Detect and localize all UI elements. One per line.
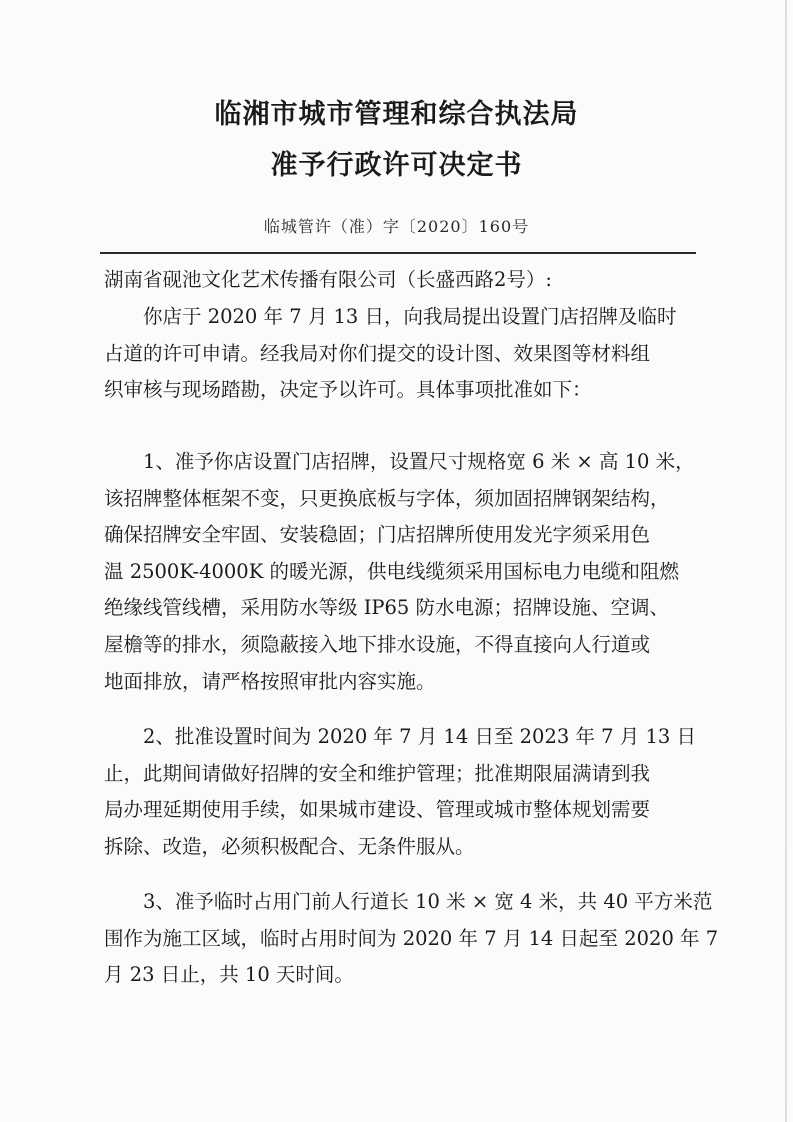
item-3-line: 月 23 日止，共 10 天时间。 bbox=[104, 963, 354, 987]
item-1-line: 温 2500K-4000K 的暖光源，供电线缆须采用国标电力电缆和阻燃 bbox=[104, 559, 679, 583]
item-1-line: 确保招牌安全牢固、安装稳固；门店招牌所使用发光字须采用色 bbox=[104, 523, 651, 547]
document-title: 准予行政许可决定书 bbox=[270, 150, 523, 181]
header-divider bbox=[100, 252, 696, 254]
intro-line: 占道的许可申请。经我局对你们提交的设计图、效果图等材料组 bbox=[104, 341, 651, 365]
item-2-line: 止，此期间请做好招牌的安全和维护管理；批准期限届满请到我 bbox=[104, 761, 651, 785]
item-1-line: 1、准予你店设置门店招牌，设置尺寸规格宽 6 米 × 高 10 米， bbox=[143, 450, 695, 473]
document-number: 临城管许（准）字〔2020〕160号 bbox=[263, 217, 530, 236]
item-1-line: 该招牌整体框架不变，只更换底板与字体，须加固招牌钢架结构， bbox=[104, 486, 670, 510]
item-1-line: 屋檐等的排水，须隐蔽接入地下排水设施，不得直接向人行道或 bbox=[104, 632, 651, 656]
item-1-line: 地面排放，请严格按照审批内容实施。 bbox=[104, 669, 436, 693]
page-edge-shadow bbox=[785, 0, 787, 1122]
intro-line: 你店于 2020 年 7 月 13 日，向我局提出设置门店招牌及临时 bbox=[143, 305, 677, 328]
item-3-line: 围作为施工区域，临时占用时间为 2020 年 7 月 14 日起至 2020 年 7 bbox=[104, 926, 719, 950]
item-2-paragraph bbox=[104, 719, 700, 865]
intro-line: 织审核与现场踏勘，决定予以许可。具体事项批准如下： bbox=[104, 378, 592, 402]
recipient: 湖南省砚池文化艺术传播有限公司（长盛西路2号）: bbox=[104, 268, 552, 291]
agency-title: 临湘市城市管理和综合执法局 bbox=[214, 99, 579, 130]
item-3-paragraph bbox=[104, 884, 719, 994]
item-2-line: 2、批准设置时间为 2020 年 7 月 14 日至 2023 年 7 月 13 日 bbox=[143, 725, 696, 748]
item-2-line: 局办理延期使用手续，如果城市建设、管理或城市整体规划需要 bbox=[104, 798, 651, 822]
item-1-line: 绝缘线管线槽，采用防水等级 IP65 防水电源；招牌设施、空调、 bbox=[104, 596, 670, 620]
item-2-line: 拆除、改造，必须积极配合、无条件服从。 bbox=[104, 834, 475, 858]
item-1-paragraph bbox=[104, 444, 700, 700]
intro-paragraph bbox=[104, 299, 700, 409]
item-3-line: 3、准予临时占用门前人行道长 10 米 × 宽 4 米，共 40 平方米范 bbox=[143, 890, 713, 913]
